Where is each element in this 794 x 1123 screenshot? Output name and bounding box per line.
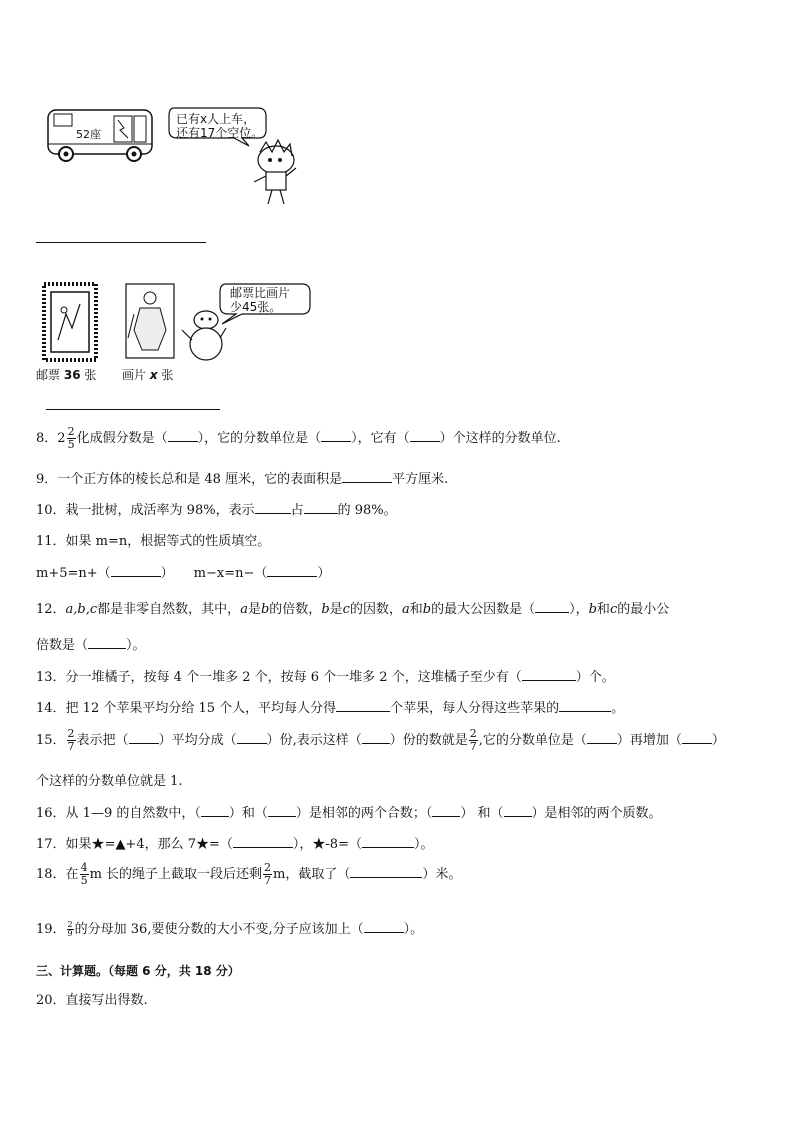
q18-fraction [80,862,89,887]
q10-text2: 占 [290,503,304,518]
q8-text2: ），它的分数单位是（ [197,431,322,446]
q12-text5: 的因数， [349,602,402,617]
picture-caption-pre: 画片 [122,368,147,382]
q16-text5: ）是相邻的两个质数。 [531,806,662,821]
q18-frac-den: 5 [80,874,88,887]
question-14 [36,697,624,716]
picture-caption-post: 张 [161,368,174,382]
q12-text10: 的最小公 [617,602,670,617]
q9-text2: 平方厘米. [392,472,449,487]
question-11 [36,530,270,549]
q12-text1: 都是非零自然数，其中， [97,602,241,617]
q15-text2: ）平均分成（ [158,733,237,748]
q8-blank2[interactable] [321,429,351,442]
q15-text6: ）再增加（ [616,733,682,748]
q9-text1: 一个正方体的棱长总和是 48 厘米，它的表面积是 [57,472,343,487]
q13-blank1[interactable] [522,668,576,681]
q15-blank5[interactable] [682,731,712,744]
q17-blank1[interactable] [233,835,293,848]
q18-number: 18． [36,867,66,882]
q19-frac-den: 9 [67,929,73,938]
stamp-caption [36,366,96,383]
q12-text4: 是 [329,602,343,617]
q14-blank1[interactable] [336,699,390,712]
q16-blank2[interactable] [268,804,296,817]
q11-eq2-end: ） [317,566,331,581]
q18-frac2-den: 7 [264,874,272,887]
q11-blank1[interactable] [111,564,161,577]
q8-text4: ）个这样的分数单位. [439,431,561,446]
q12-var-b2: b [321,602,330,617]
bus-bubble-line1: 已有x人上车， [176,112,256,126]
q12-text8: ）， [569,602,589,617]
question-12 [36,598,669,617]
q14-text1: 把 12 个苹果平均分给 15 个人，平均每人分得 [65,701,337,716]
q16-text4: ） 和（ [460,806,504,821]
q11-blank2[interactable] [267,564,317,577]
q19-frac-num: 2 [67,920,73,929]
question-9 [36,468,448,487]
q19-fraction [67,921,74,938]
q15-text3: ）份,表示这样（ [266,733,362,748]
picture-caption [122,366,173,383]
q16-blank1[interactable] [201,804,229,817]
q12-line2-pre: 倍数是（ [36,638,89,653]
stamp-caption-num: 36 [63,368,81,382]
q15-frac-num: 2 [67,727,75,740]
q15-number: 15． [36,733,66,748]
q12-var-b3: b [422,602,432,617]
question-10 [36,499,397,518]
q16-text2: ）和（ [228,806,268,821]
q8-text1: 化成假分数是（ [76,431,168,446]
question-15-line2 [36,770,183,789]
q10-blank2[interactable] [304,501,338,514]
q15-blank2[interactable] [237,731,267,744]
q14-text2: 个苹果，每人分得这些苹果的 [390,701,560,716]
q13-text2: ）个。 [575,670,615,685]
q16-number: 16． [36,806,66,821]
q19-text2: ）。 [403,922,424,937]
q17-blank2[interactable] [362,835,414,848]
q8-blank1[interactable] [168,429,198,442]
q19-blank1[interactable] [364,920,404,933]
bus-bubble-line2: 还有17个空位。 [176,126,264,140]
question-13 [36,666,615,685]
q15-text5: ,它的分数单位是（ [478,733,587,748]
q18-frac-num: 4 [80,861,88,874]
q12-var-b4: b [588,602,597,617]
q8-fraction [67,426,76,451]
q11-eq2: m−x=n−（ [193,566,268,581]
stamp-bubble-line2: 少45张。 [230,300,282,314]
question-16 [36,802,662,821]
q13-text1: 分一堆橘子，按每 4 个一堆多 2 个，按每 6 个一堆多 2 个，这堆橘子至少有（ [65,670,522,685]
q12-text3: 的倍数， [269,602,322,617]
picture-caption-var: x [149,368,158,382]
q16-text1: 从 1—9 的自然数中，（ [65,806,201,821]
q16-text3: ）是相邻的两个合数；（ [295,806,433,821]
q12-blank1[interactable] [535,600,569,613]
q17-text3: ）。 [413,837,434,852]
question-19 [36,918,423,938]
q19-number: 19． [36,922,66,937]
q16-blank3[interactable] [432,804,460,817]
q12-text2: 是 [247,602,261,617]
question-8 [36,426,561,451]
q12-text6: 和 [409,602,423,617]
q14-number: 14． [36,701,66,716]
q19-text1: 的分母加 36,要使分数的大小不变,分子应该加上（ [74,922,364,937]
question-11-equations [36,562,330,581]
q10-text1: 栽一批树，成活率为 98%，表示 [65,503,255,518]
q18-text2: m 长的绳子上截取一段后还剩 [89,867,263,882]
q12-var-c2: c [609,602,618,617]
q15-fraction2 [469,728,478,753]
q15-text4: ）份的数就是 [389,733,468,748]
q10-blank1[interactable] [255,501,291,514]
q15-fraction [67,728,76,753]
q13-number: 13． [36,670,66,685]
q12-vars: a,b,c [65,602,98,617]
q11-text1: 如果 m=n，根据等式的性质填空。 [65,534,271,549]
stamp-bubble-line1: 邮票比画片 [230,286,291,300]
q12-var-a: a [240,602,248,617]
stamp-caption-post: 张 [84,368,97,382]
question-12-line2 [36,634,146,653]
q18-text4: ）米。 [422,867,462,882]
q16-blank4[interactable] [504,804,532,817]
bus-illustration [44,104,324,214]
stamp-caption-pre: 邮票 [36,368,61,382]
q17-number: 17． [36,837,66,852]
q12-text7: 的最大公因数是（ [431,602,536,617]
q8-whole: 2 [57,431,66,446]
q15-frac2-num: 2 [469,727,477,740]
q15-frac2-den: 7 [469,740,477,753]
q10-number: 10． [36,503,66,518]
q14-blank2[interactable] [559,699,611,712]
bus-seat-label: 52座 [76,128,101,141]
q15-frac-den: 7 [67,740,75,753]
q11-number: 11． [36,534,66,549]
q18-frac2-num: 2 [264,861,272,874]
q12-line2-post: ）。 [126,638,146,653]
q8-frac-den: 5 [67,438,75,451]
q17-text2: ），★-8=（ [292,837,362,852]
q18-text1: 在 [65,867,79,882]
q8-blank3[interactable] [410,429,440,442]
stamp-illustration [36,280,336,390]
q12-var-a2: a [401,602,410,617]
q9-number: 9． [36,472,58,487]
q12-text9: 和 [596,602,610,617]
q18-text3: m，截取了（ [273,867,351,882]
question-15 [36,728,725,753]
q9-blank1[interactable] [342,470,392,483]
q20-text: 直接写出得数. [65,993,148,1008]
q12-var-c: c [342,602,350,617]
q12-number: 12． [36,602,66,617]
q18-fraction2 [263,862,272,887]
q8-number: 8． [36,431,58,446]
q15-text1: 表示把（ [76,733,129,748]
q8-frac-num: 2 [67,425,75,438]
q12-var-b: b [260,602,270,617]
q15-line2: 个这样的分数单位就是 1. [36,774,183,789]
q15-blank4[interactable] [587,731,617,744]
answer-line-2 [46,409,220,410]
q15-text7: ） [711,733,725,748]
q18-blank1[interactable] [350,865,422,878]
q15-blank1[interactable] [129,731,159,744]
q10-text3: 的 98%。 [337,503,397,518]
question-18 [36,862,461,887]
q12-blank2[interactable] [88,636,126,649]
question-20 [36,989,148,1008]
stamp-picture-icon [36,280,336,365]
q20-number: 20． [36,993,66,1008]
answer-line-1 [36,242,206,243]
q11-eq1: m+5=n+（ [36,566,111,581]
q8-text3: ），它有（ [351,431,410,446]
q17-text1: 如果★=▲+4，那么 7★=（ [65,837,233,852]
section-3-title: 三、计算题。（每题 6 分，共 18 分） [36,964,240,978]
q14-text3: 。 [611,701,625,716]
question-17 [36,833,433,852]
q11-eq1-end: ） [160,566,174,581]
q15-blank3[interactable] [362,731,390,744]
